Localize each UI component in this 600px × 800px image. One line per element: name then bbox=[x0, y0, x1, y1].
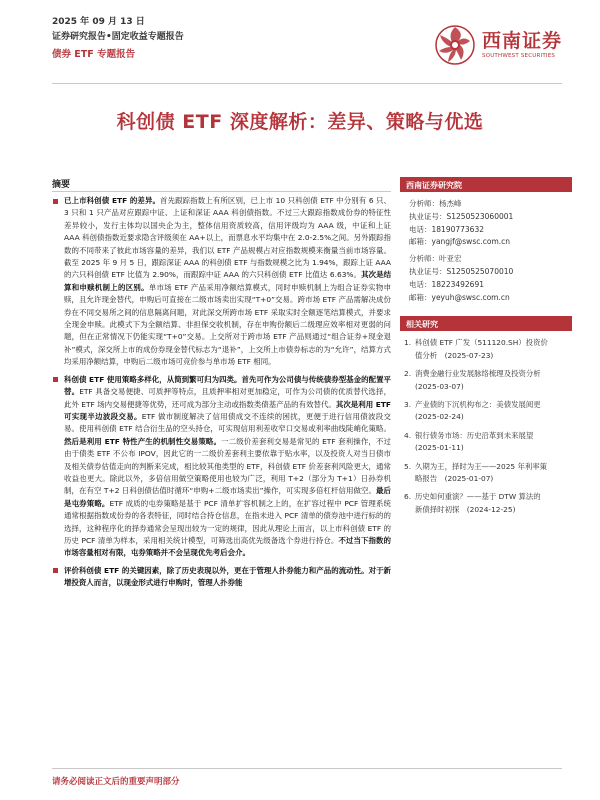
org-heading: 西南证券研究院 bbox=[400, 177, 572, 192]
bullet-square-icon bbox=[53, 199, 58, 204]
abstract-body bbox=[52, 195, 391, 595]
analyst-email[interactable]: 邮箱：yangjf@swsc.com.cn bbox=[409, 237, 511, 247]
related-item-text: 历史如何重演？——基于 DTW 算法的 bbox=[415, 492, 541, 502]
abstract-bold-text: 评价科创债 ETF 的关键因素，除了历史表现以外，更在于管理人扑券能力和产品的流动性。对于新增投资人而言，以现金形式进行申购时，管理人扑券能 bbox=[64, 565, 391, 588]
analyst-name: 分析师：杨杰峰 bbox=[409, 199, 462, 208]
analyst-license: 执业证号：S1250525070010 bbox=[409, 266, 514, 276]
related-item[interactable] bbox=[404, 399, 568, 424]
related-item[interactable] bbox=[404, 337, 568, 362]
related-item-text: (2025-03-07) bbox=[415, 381, 464, 391]
bullet-square-icon bbox=[53, 568, 58, 573]
abstract-text: ETF 成质的屯券策略是基于 PCF 清单扩容机制之上的，在扩容过程中 PCF 管理系统通常根据指数成份券的各表特征，同时结合持仓信息，在指未进入 PCF 清单的债券池中进行标的的选择，这种程序化的择券通常会呈现出较为一定的规律，因此从理论上而言，以上市科创债 ETF 的历史 PCF 清单为样本，采用相关统计模型，可筛选出高优先级备选个券进行持仓。 bbox=[64, 498, 391, 545]
analyst-license: 执业证号：S1250523060001 bbox=[409, 211, 514, 221]
abstract-bold-text: 其次是结算和申赎机制上的区别。 bbox=[64, 270, 392, 292]
related-item-number: 1. bbox=[404, 338, 412, 348]
abstract-paragraph bbox=[52, 374, 391, 560]
abstract-divider bbox=[52, 191, 391, 192]
related-item-text: 消费金融行业发展脉络梳理及投资分析 bbox=[415, 369, 541, 379]
footer-disclaimer: 请务必阅读正文后的重要声明部分 bbox=[52, 777, 180, 787]
related-item-text: (2025-01-11) bbox=[415, 443, 464, 453]
related-research-list bbox=[400, 331, 572, 516]
report-title: 科创债 ETF 深度解析：差异、策略与优选 bbox=[116, 111, 484, 133]
related-item-text: 久期为王，择时为王——2025 年利率策 bbox=[415, 461, 548, 471]
report-type: 债券 ETF 专题报告 bbox=[52, 49, 136, 60]
abstract-bold-text: 不过当下指数的市场容量相对有限，屯券策略并不会呈现优先考后会介。 bbox=[64, 535, 391, 558]
abstract-text: 单市场 ETF 产品采用净额结算模式，同时申赎机制上为组合证券实物申赎，且允许现金替代，申购后可直接在二级市场卖出实现“T+0”交易。跨市场 ETF 产品需解决成份券在不同交易所之间的信息隔离问题，对此深交所跨市场 ETF 采取实时全额逐笔结算模式，并要求全现金申赎。此模式下为全额结算、非担保交收机制，存在申购份额后二级理应效率相对更弱的问题，但在正常情况下仍能实现“T+0”交易。上交所对于跨市场 ETF 产品则通过“组合证券+现金退补”模式，深交所上市的成份券现金替代标志为“退补”，上交所上市债券标志的为“允许”，结算方式均采用净额结算，申购后二级市场可竞价参与单市场 ETF 相同。 bbox=[64, 282, 392, 367]
related-item-text: 产业债的下沉机构布之：美债发展阅更 bbox=[415, 400, 541, 409]
analyst-name: 分析师：叶亚宏 bbox=[409, 254, 462, 264]
abstract-bold-text: 已上市科创债 ETF 的差异。 bbox=[64, 196, 161, 205]
related-item-text: 值分析 (2025-07-23) bbox=[415, 350, 494, 360]
header-divider bbox=[52, 83, 562, 84]
logo-name-cn: 西南证券 bbox=[481, 29, 562, 52]
analyst-email[interactable]: 邮箱：yeyuh@swsc.com.cn bbox=[409, 292, 510, 302]
abstract-bold-text: 其次是利用 ETF 可实现半边波段交易。 bbox=[64, 399, 391, 421]
related-item-text: 银行债务市场：历史沿革到未来展望 bbox=[415, 430, 534, 440]
related-item-number: 5. bbox=[404, 461, 412, 471]
sidebar bbox=[400, 177, 572, 522]
report-header bbox=[52, 14, 184, 60]
related-item-number: 4. bbox=[404, 430, 412, 440]
related-item[interactable] bbox=[404, 461, 568, 486]
abstract-text: 一二级价差套利交易是常见的 ETF 套利操作，不过由于债类 ETF 不公布 IPOV，因此它的一二级价差套利主要依靠于贴水率，以及投资人对当日债市及相关债券估值走向的判断来完成，相比较其他类型的 ETF，科创债 ETF 价差套利风险更大，通常收益也更大。除此以外，多倍信用做空策略使用也较为广泛，利用 T+2（部分为 T+1）日孙券机制，在有空 T+2 日科创债估值时循环“申购+二级市场卖出”操作，可实现多倍杠杆信用做空。 bbox=[64, 436, 391, 496]
abstract-heading: 摘要 bbox=[52, 180, 71, 190]
abstract-paragraph bbox=[52, 195, 391, 369]
logo-name-en: SOUTHWEST SECURITIES bbox=[481, 52, 556, 59]
related-item-text: 略报告 (2025-01-07) bbox=[415, 474, 494, 484]
related-item-number: 2. bbox=[404, 369, 412, 379]
swsc-logo-icon bbox=[434, 24, 476, 66]
abstract-text: ETF 具备交易便捷、可质押等特点，且质押率相对更加稳定，可作为公司债的优质替代选择，此外 ETF 场内交易便捷等优势，还可成为部分主动或指数类债基产品的有效替代。 bbox=[64, 387, 392, 409]
related-item[interactable] bbox=[404, 368, 568, 393]
related-item[interactable] bbox=[404, 491, 568, 516]
related-item-number: 6. bbox=[404, 492, 412, 502]
related-heading: 相关研究 bbox=[400, 316, 572, 331]
related-item-text: 新债择时初探 (2024-12-25) bbox=[415, 504, 516, 514]
report-date: 2025 年 09 月 13 日 bbox=[52, 17, 145, 27]
abstract-bold-text: 然后是利用 ETF 特性产生的机制性交易策略。 bbox=[64, 436, 222, 446]
report-series: 证券研究报告•固定收益专题报告 bbox=[52, 32, 184, 42]
abstract-bold-text: 最后是屯券策略。 bbox=[64, 486, 391, 508]
analyst-phone: 电话：18190773632 bbox=[409, 224, 484, 234]
related-item-number: 3. bbox=[404, 400, 412, 409]
abstract-paragraph bbox=[52, 565, 391, 590]
analyst-phone: 电话：18223492691 bbox=[409, 279, 484, 289]
footer-divider bbox=[52, 768, 562, 769]
related-item[interactable] bbox=[404, 430, 568, 455]
analyst-info bbox=[400, 192, 572, 304]
abstract-text: ETF 做市制度解决了信用债成交不连续的困扰，更便于进行信用债波段交易。使用科创债 ETF 结合衍生品的空头持仓，可实现信用利差收窄口交易或利率曲线陡峭化策略。 bbox=[64, 411, 391, 434]
company-logo bbox=[434, 24, 562, 66]
abstract-text: 首先跟踪指数上有所区别，已上市 10 只科创债 ETF 中分别有 6 只、3 只和 1 只产品对应跟踪中证、上证和深证 AAA 科创债指数。不过三大跟踪指数成份券的特征性差异较小，发行主体均以国央企为主，整体信用资质较高，信用评级均为 AAA 级，中证和上证 AAA 科创债指数近要求隐含评级须在 AA+以上，而票息水平均集中在 2.0-2.5%之间。另外跟踪指数的不同带来了彼此市场容量的差异，我们以 ETF 产品规模占对应指数规模来衡量当前市场容量。截至 2025 年 9 月 5 日，跟踪深证 AAA 的科创债 ETF 与指数规模之比为 1.94%，跟踪上证 AAA 的六只科创债 ETF 比值为 2.90%，而跟踪中证 AAA 的六只科创债 ETF 比值达 6.63%。 bbox=[64, 196, 391, 280]
bullet-square-icon bbox=[53, 377, 58, 382]
related-item-text: (2025-02-24) bbox=[415, 412, 464, 422]
abstract-bold-text: 科创债 ETF 使用策略多样化，从简到繁可归为四类。首先可作为公司债与传统债券型基金的配置平替。 bbox=[64, 374, 391, 397]
related-item-text: 科创债 ETF 广发（511120.SH）投资价 bbox=[415, 338, 548, 348]
